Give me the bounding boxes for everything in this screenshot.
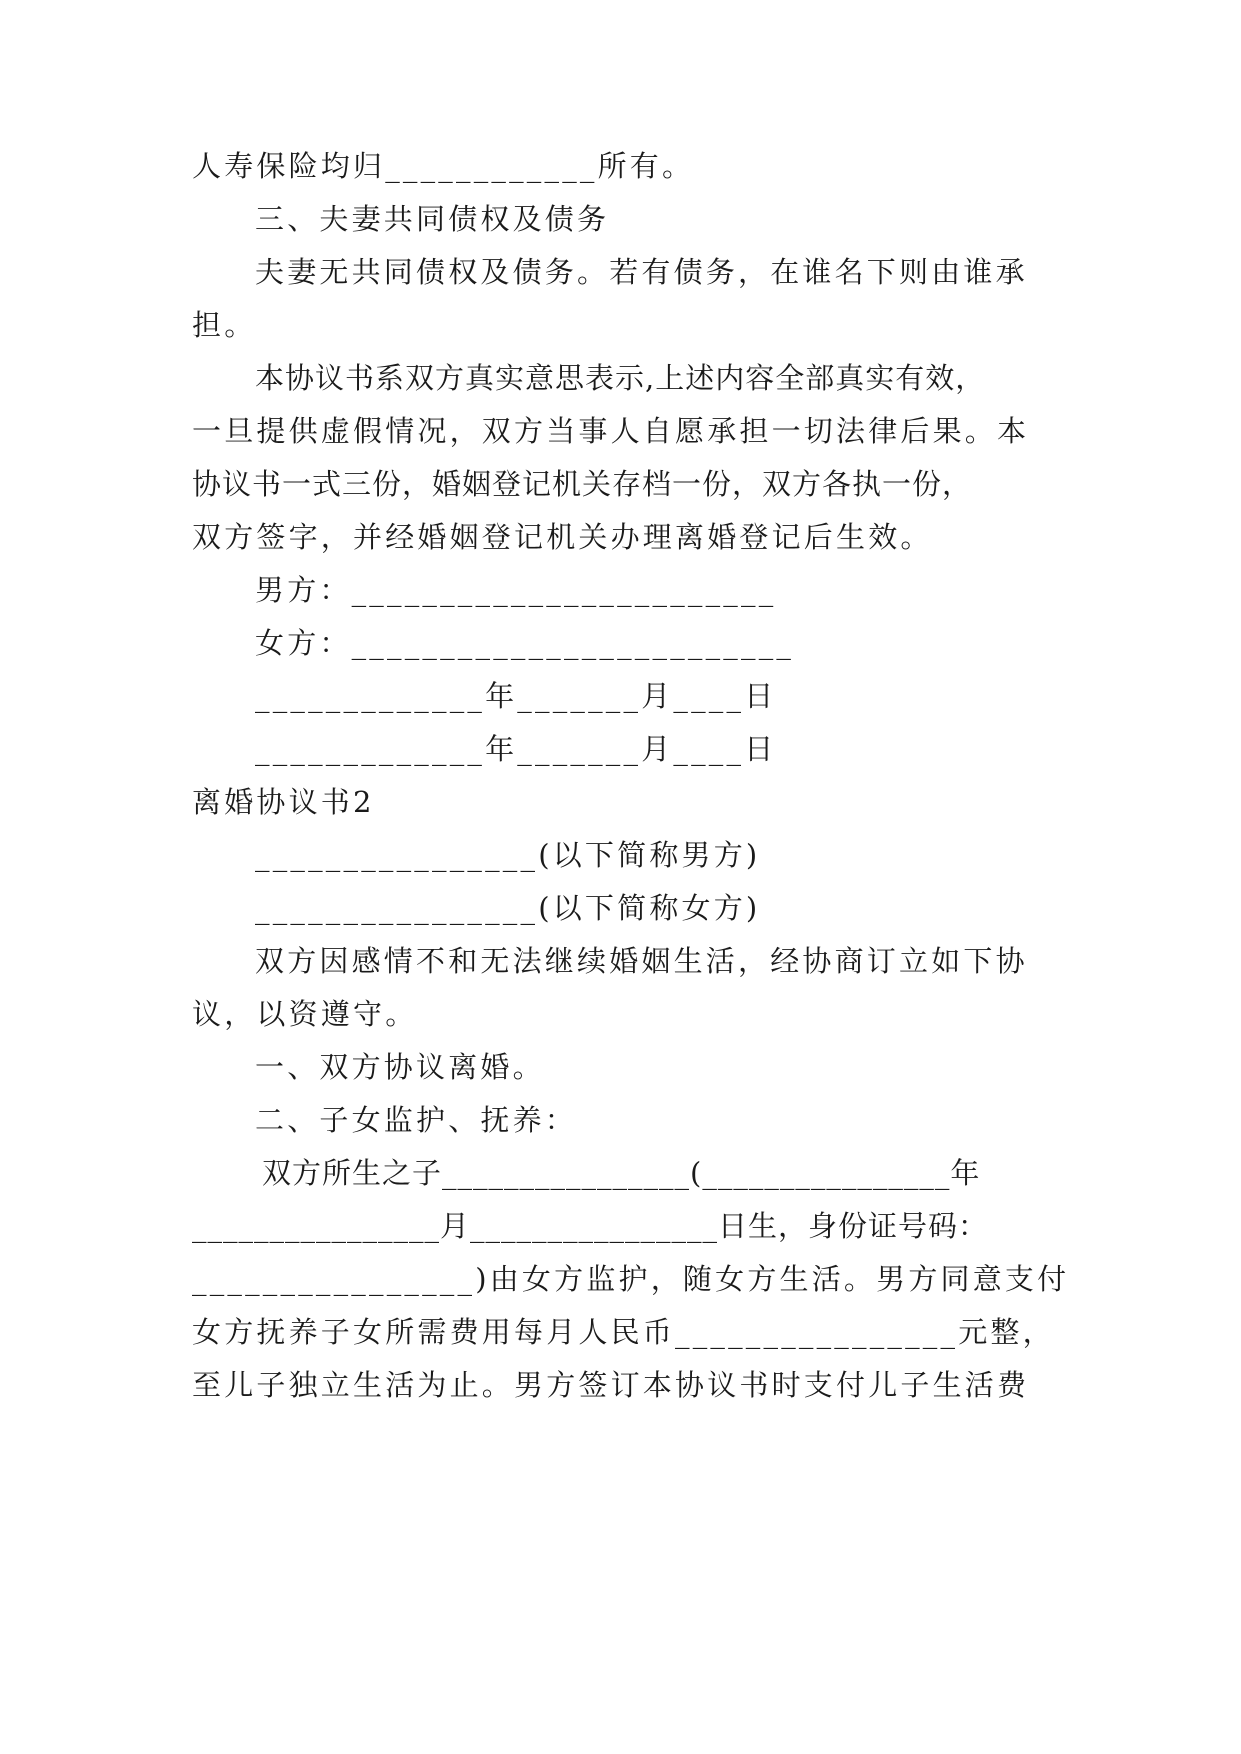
text-line-custody-4: 女方抚养子女所需费用每月人民币________________元整， bbox=[192, 1315, 1055, 1349]
text-line-custody-1: 双方所生之子________________(________________年 bbox=[262, 1156, 981, 1190]
text-line-declaration-1: 本协议书系双方真实意思表示,上述内容全部真实有效， bbox=[255, 361, 986, 395]
text-line-intro-1: 双方因感情不和无法继续婚姻生活，经协商订立如下协 bbox=[255, 944, 1028, 978]
document-title-2: 离婚协议书2 bbox=[192, 785, 375, 819]
text-line-custody-3: ________________)由女方监护，随女方生活。男方同意支付 bbox=[192, 1262, 1070, 1296]
date-line-2: _____________年_______月____日 bbox=[255, 732, 777, 766]
text-line-insurance: 人寿保险均归____________所有。 bbox=[192, 149, 695, 183]
clause-divorce: 一、双方协议离婚。 bbox=[255, 1050, 545, 1084]
text-line-debts-2: 担。 bbox=[192, 308, 257, 342]
text-line-declaration-4: 双方签字，并经婚姻登记机关办理离婚登记后生效。 bbox=[192, 520, 933, 554]
text-line-custody-2: ________________月________________日生，身份证号码： bbox=[192, 1209, 989, 1243]
text-line-debts-1: 夫妻无共同债权及债务。若有债务，在谁名下则由谁承 bbox=[255, 255, 1028, 289]
section-heading-debts: 三、夫妻共同债权及债务 bbox=[255, 202, 610, 236]
text-line-declaration-2: 一旦提供虚假情况，双方当事人自愿承担一切法律后果。本 bbox=[192, 414, 1030, 448]
signature-female: 女方：_________________________ bbox=[255, 626, 795, 660]
clause-custody-heading: 二、子女监护、抚养： bbox=[255, 1103, 578, 1137]
text-line-intro-2: 议，以资遵守。 bbox=[192, 997, 418, 1031]
party-male-line: ________________(以下简称男方) bbox=[255, 838, 761, 872]
date-line-1: _____________年_______月____日 bbox=[255, 679, 777, 713]
signature-male: 男方：________________________ bbox=[255, 573, 777, 607]
text-line-declaration-3: 协议书一式三份，婚姻登记机关存档一份，双方各执一份， bbox=[192, 467, 973, 501]
text-line-custody-5: 至儿子独立生活为止。男方签订本协议书时支付儿子生活费 bbox=[192, 1368, 1030, 1402]
party-female-line: ________________(以下简称女方) bbox=[255, 891, 761, 925]
